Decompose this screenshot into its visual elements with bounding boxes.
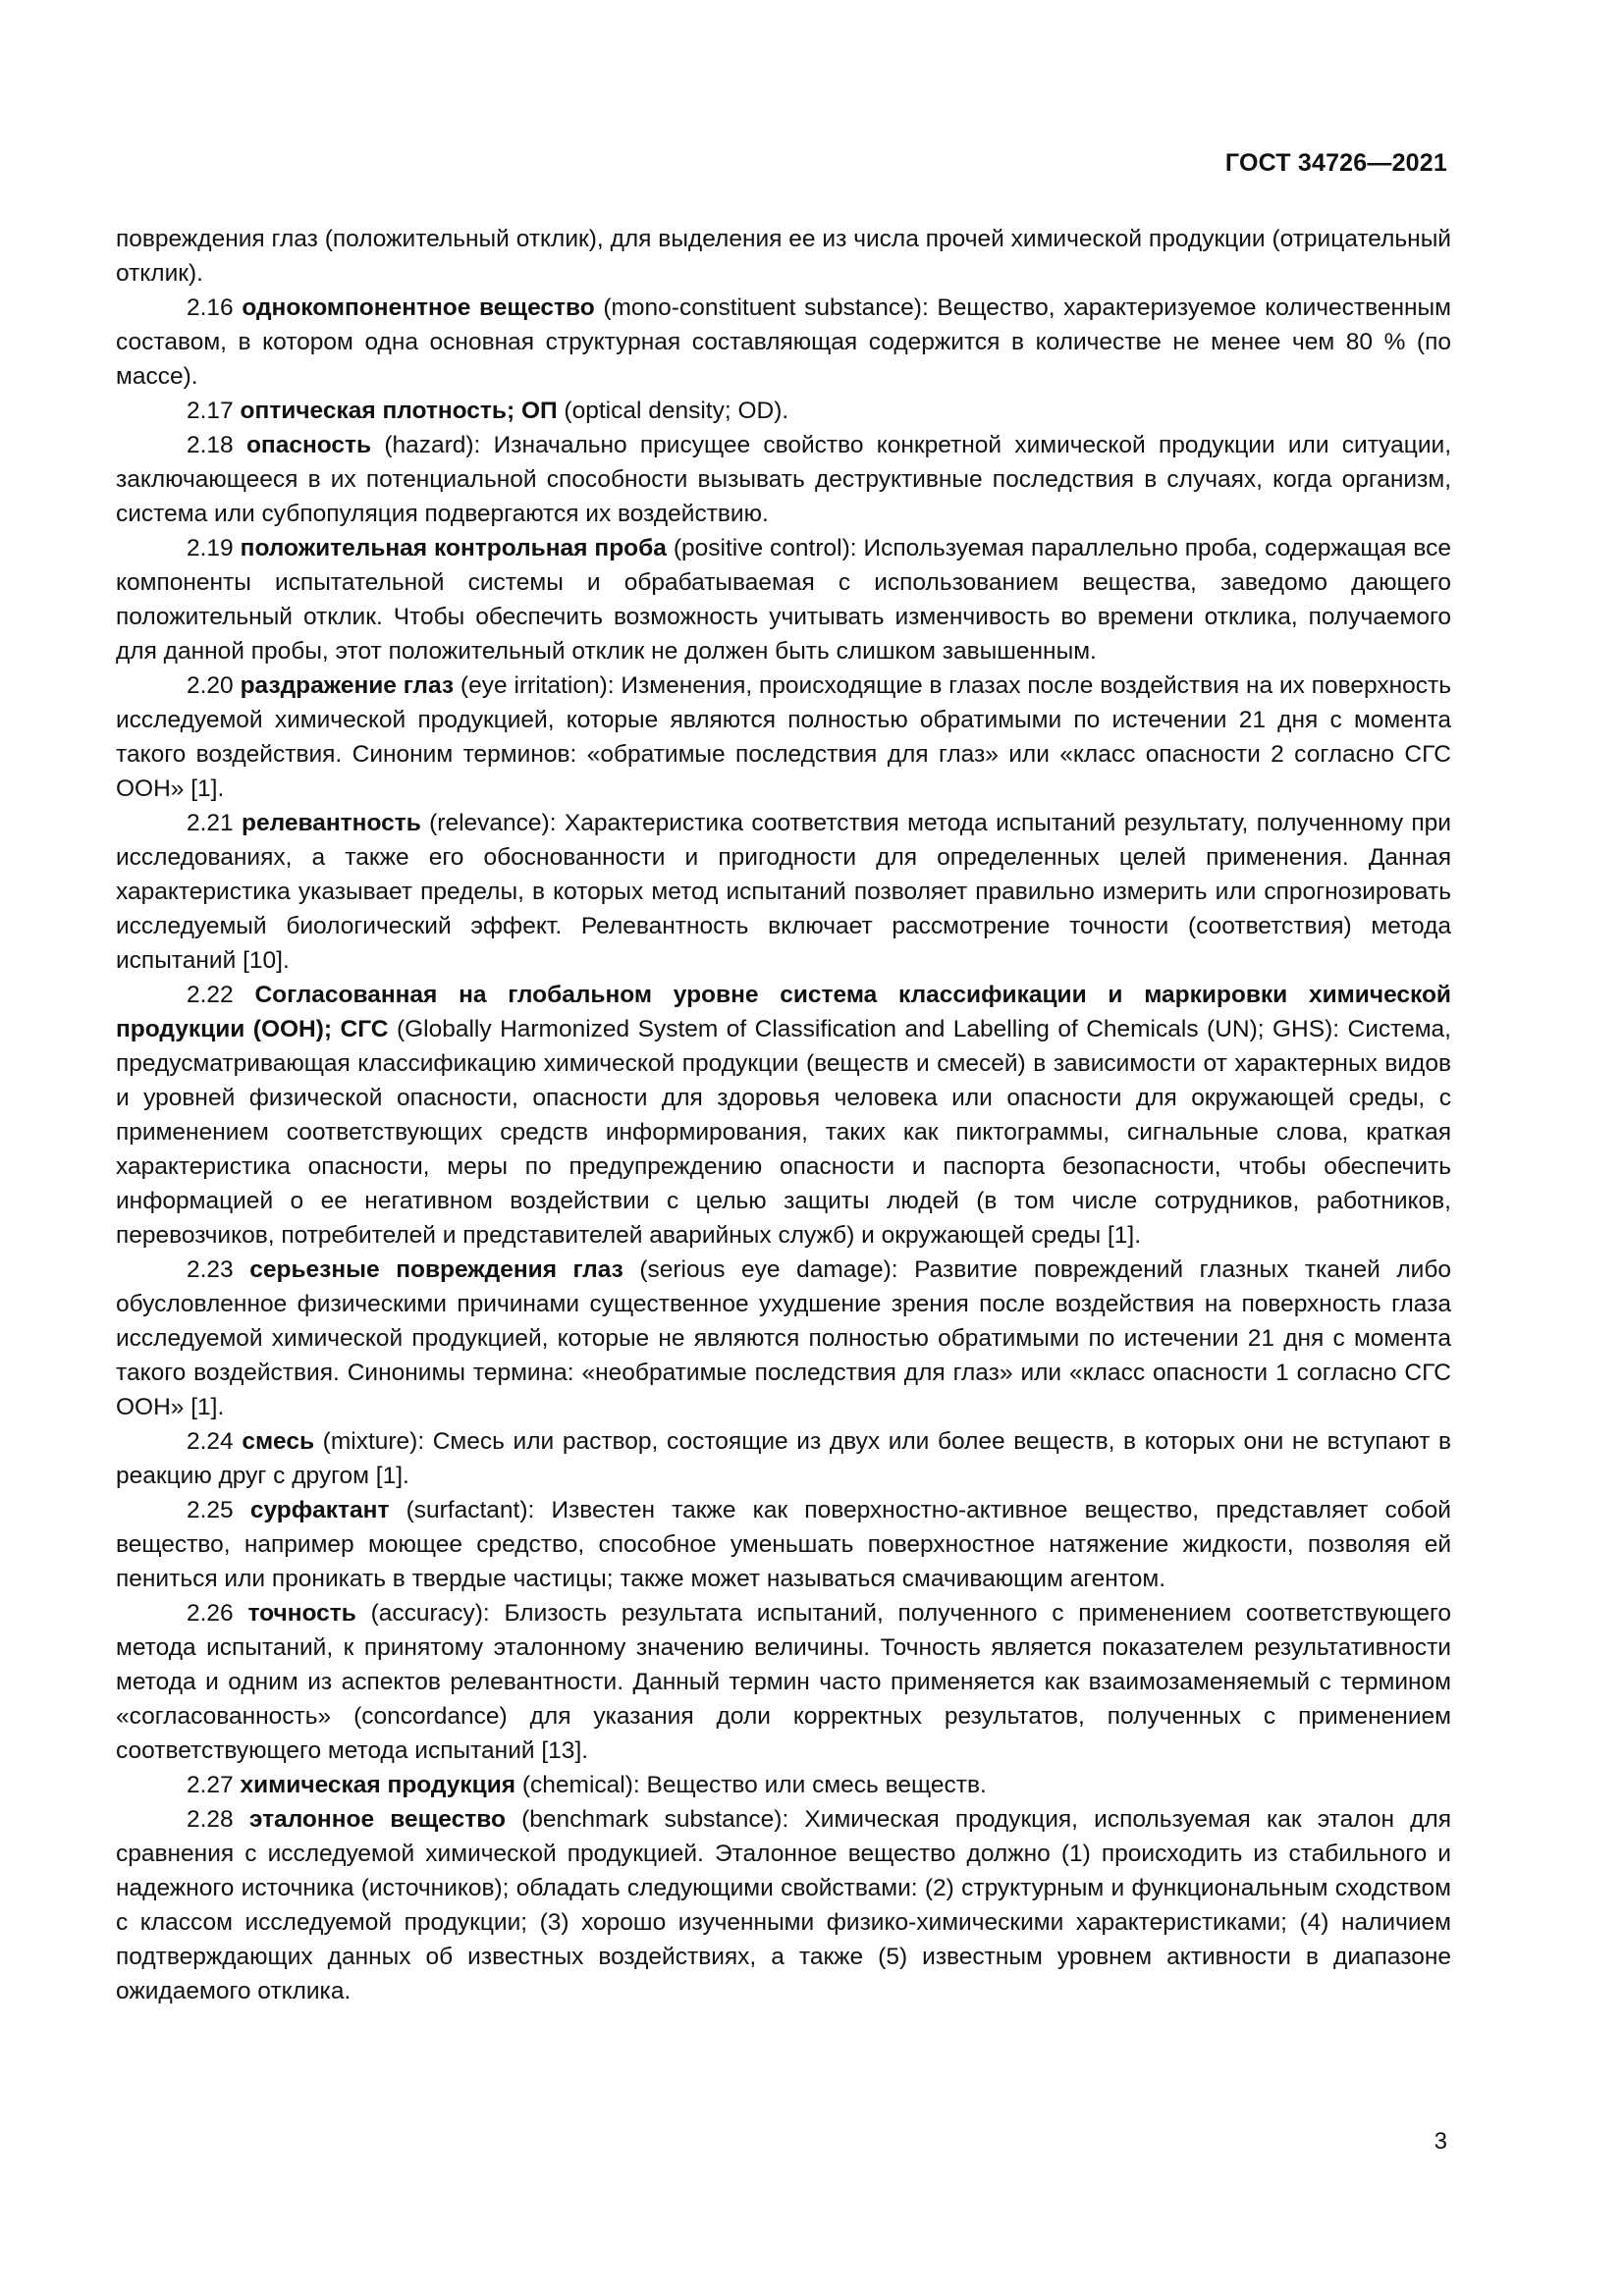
definition-number: 2.26 [187,1600,234,1627]
definition-term: серьезные повреждения глаз [249,1256,623,1283]
definition-2-24 [116,1424,1451,1493]
definition-term: сурфактант [249,1497,390,1523]
definition-term: опасность [245,432,372,458]
definition-text: (Globally Harmonized System of Classification and Labelling of Chemicals (UN); GHS): Система, предусматривающая классификацию химической продукции (веществ и смесей) в зависимости от характерных видов и уровней физической опасности, опасности для здоровья человека или опасности для окружающей среды, с применением соответствующих средств информирования, таких как пиктограммы, сигнальные слова, краткая характеристика опасности, меры по предупреждению опасности и паспорта безопасности, чтобы обеспечить информацией о ее негативном воздействии с целью защиты людей (в том числе сотрудников, работников, перевозчиков, потребителей и представителей аварийных служб) и окружающей среды [1]. [116,1016,1451,1249]
definition-text: (eye irritation): Изменения, происходящие в глазах после воздействия на их поверхность исследуемой химической продукцией, которые являются полностью обратимыми по истечении 21 дня с момента такого воздействия. Синоним терминов: «обратимые последствия для глаз» или «класс опасности 2 согласно СГС ООН» [1]. [116,672,1452,802]
definition-term: эталонное вещество [248,1806,506,1833]
definition-number: 2.25 [187,1497,234,1523]
definition-number: 2.28 [187,1806,234,1833]
definition-term: смесь [242,1428,315,1455]
definition-term: однокомпонентное вещество [242,294,595,321]
definition-2-27 [116,1768,1451,1802]
definition-2-23 [116,1253,1451,1424]
definition-text: (mono-constituent substance): Вещество, характеризуемое количественным составом, в котором одна основная структурная составляющая содержится в количестве не менее чем 80 % (по массе). [116,294,1451,390]
definition-term: химическая продукция [240,1772,516,1798]
definition-number: 2.23 [187,1256,234,1283]
definition-number: 2.21 [187,810,234,836]
definition-2-28 [116,1802,1451,2008]
definition-number: 2.19 [187,535,234,561]
definition-term: оптическая плотность; ОП [240,398,558,424]
definition-text: (chemical): Вещество или смесь веществ. [515,1772,987,1798]
definition-2-26 [116,1596,1451,1768]
intro-paragraph: повреждения глаз (положительный отклик), для выделения ее из числа прочей химической продукции (отрицательный отклик). [116,226,1451,287]
definition-number: 2.16 [187,294,234,321]
definition-text: (relevance): Характеристика соответствия метода испытаний результату, полученному при исследованиях, а также его обоснованности и пригодности для определенных целей применения. Данная характеристика указывает пределы, в которых метод испытаний позволяет правильно измерить или спрогнозировать исследуемый биологический эффект. Релевантность включает рассмотрение точности (соответствия) метода испытаний [10]. [116,810,1451,974]
definition-text: (mixture): Смесь или раствор, состоящие из двух или более веществ, в которых они не вступают в реакцию друг с другом [1]. [116,1428,1451,1489]
definition-number: 2.22 [187,982,234,1008]
definition-term: точность [247,1600,356,1627]
definition-term: Согласованная на глобальном уровне система классификации и маркировки химической продукции (ООН); СГС [116,982,1451,1042]
definition-text: (optical density; OD). [557,398,789,424]
definition-term: положительная контрольная проба [240,535,667,561]
definition-number: 2.18 [187,432,234,458]
definition-text: (accuracy): Близость результата испытаний, полученного с применением соответствующего метода испытаний, к принятому эталонному значению величины. Точность является показателем результативности метода и одним из аспектов релевантности. Данный термин часто применяется как взаимозаменяемый с термином «согласованность» (concordance) для указания доли корректных результатов, полученных с применением соответствующего метода испытаний [13]. [116,1600,1451,1764]
definition-text: (positive control): Используемая параллельно проба, содержащая все компоненты испытательной системы и обрабатываемая с использованием вещества, заведомо дающего положительный отклик. Чтобы обеспечить возможность учитывать изменчивость во времени отклика, получаемого для данной пробы, этот положительный отклик не должен быть слишком завышенным. [116,535,1451,665]
definition-2-25 [116,1493,1451,1596]
definition-2-18 [116,428,1451,531]
definition-number: 2.24 [187,1428,234,1455]
page-number: 3 [1434,2128,1447,2155]
document-id-header: ГОСТ 34726—2021 [1224,149,1447,177]
definition-2-16 [116,291,1451,394]
definition-number: 2.27 [187,1772,234,1798]
definition-2-19 [116,531,1451,668]
definition-number: 2.17 [187,398,234,424]
document-body [116,222,1451,2008]
definition-text: (serious eye damage): Развитие повреждений глазных тканей либо обусловленное физическими причинами существенное ухудшение зрения после воздействия на поверхность глаза исследуемой химической продукцией, которые не являются полностью обратимыми по истечении 21 дня с момента такого воздействия. Синонимы термина: «необратимые последствия для глаз» или «класс опасности 1 согласно СГС ООН» [1]. [116,1256,1451,1420]
definition-2-21 [116,806,1451,978]
definition-text: (benchmark substance): Химическая продукция, используемая как эталон для сравнения с исследуемой химической продукцией. Эталонное вещество должно (1) происходить из стабильного и надежного источника (источников); обладать следующими свойствами: (2) структурным и функциональным сходством с классом исследуемой продукции; (3) хорошо изученными физико-химическими характеристиками; (4) наличием подтверждающих данных об известных воздействиях, а также (5) известным уровнем активности в диапазоне ожидаемого отклика. [116,1806,1451,2004]
definition-2-20 [116,668,1451,806]
definition-term: релевантность [242,810,421,836]
definition-text: (hazard): Изначально присущее свойство конкретной химической продукции или ситуации, заключающееся в их потенциальной способности вызывать деструктивные последствия в случаях, когда организм, система или субпопуляция подвергаются их воздействию. [116,432,1451,527]
definition-number: 2.20 [187,672,234,699]
definition-2-22 [116,978,1451,1253]
definition-term: раздражение глаз [240,672,455,699]
definition-2-17 [116,394,1451,428]
definition-text: (surfactant): Известен также как поверхностно-активное вещество, представляет собой вещество, например моющее средство, способное уменьшать поверхностное натяжение жидкости, позволяя ей пениться или проникать в твердые частицы; также может называться смачивающим агентом. [116,1497,1451,1592]
